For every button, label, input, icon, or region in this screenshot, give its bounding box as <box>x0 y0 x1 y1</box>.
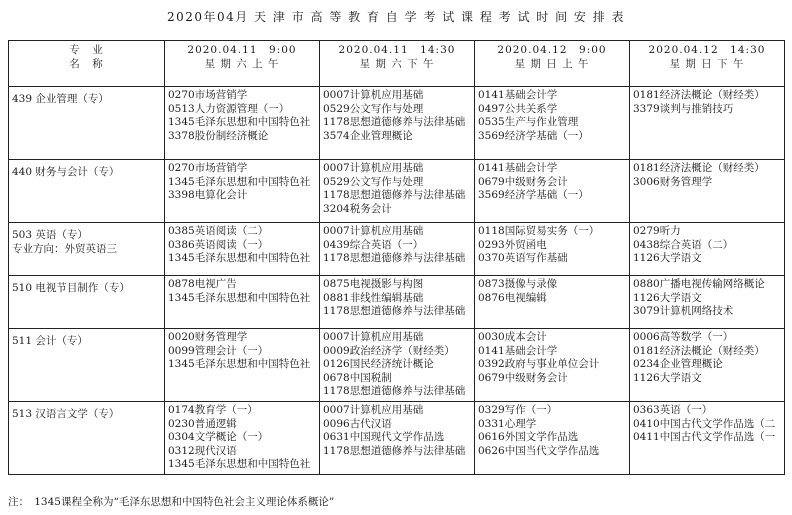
session-cell <box>165 87 320 160</box>
course-item: 0439综合英语（一） <box>323 238 424 251</box>
course-item: 0881非线性编辑基础 <box>323 291 424 304</box>
course-item: 0535生产与作业管理 <box>478 116 579 128</box>
course-item: 1178思想道德修养与法律基础 <box>323 385 466 397</box>
table-row <box>9 223 785 276</box>
table-row <box>9 276 785 329</box>
session-cell <box>630 160 785 223</box>
major-cell <box>9 276 165 329</box>
major-cell <box>9 160 165 223</box>
course-item: 0631中国现代文学作品选 <box>323 431 445 443</box>
course-item: 0181经济法概论（财经类） <box>633 162 765 174</box>
course-item: 3379谈判与推销技巧 <box>633 102 734 115</box>
session-cell <box>320 276 475 329</box>
course-item: 0411中国古代文学作品选（一 <box>633 431 776 443</box>
session-cell <box>165 276 320 329</box>
exam-schedule-table <box>8 40 785 475</box>
course-item: 0304文学概论（一） <box>168 431 269 443</box>
session-weekday: 星 期 六 下 午 <box>359 57 435 70</box>
course-item: 0181经济法概论（财经类） <box>633 89 765 101</box>
major-cell <box>9 402 165 475</box>
course-item: 3398电算化会计 <box>168 189 248 201</box>
course-item: 0386英语阅读（一） <box>168 238 269 251</box>
major-name: 513 汉语言文学（专） <box>12 408 120 420</box>
course-item: 0007计算机应用基础 <box>323 162 424 174</box>
course-item: 1345毛泽东思想和中国特色社 <box>168 252 311 264</box>
session-cell <box>630 402 785 475</box>
course-item: 0234企业管理概论 <box>633 358 723 370</box>
course-item: 3006财务管理学 <box>633 175 713 188</box>
course-item: 0370英语写作基础 <box>478 252 568 264</box>
course-item: 0006高等数学（一） <box>633 331 734 343</box>
course-item: 0880广播电视传输网络概论 <box>633 278 765 290</box>
course-item: 0118国际贸易实务（一） <box>478 225 600 237</box>
course-item: 0007计算机应用基础 <box>323 89 424 101</box>
session-cell <box>630 87 785 160</box>
footnote: 注： 1345课程全称为“毛泽东思想和中国特色社会主义理论体系概论” <box>8 496 335 508</box>
major-name: 专业方向：外贸英语三 <box>12 242 117 255</box>
course-item: 1345毛泽东思想和中国特色社 <box>168 175 311 188</box>
course-item: 1126大学语文 <box>633 252 702 264</box>
session-cell <box>165 160 320 223</box>
session-header-4 <box>630 41 785 87</box>
course-item: 0438综合英语（二） <box>633 238 734 251</box>
course-item: 0141基础会计学 <box>478 162 558 174</box>
course-item: 0410中国古代文学作品选（二 <box>633 417 776 430</box>
course-item: 0270市场营销学 <box>168 162 248 174</box>
course-item: 1178思想道德修养与法律基础 <box>323 444 466 457</box>
course-item: 1126大学语文 <box>633 371 702 384</box>
course-item: 0099管理会计（一） <box>168 344 269 357</box>
course-item: 0876电视编辑 <box>478 291 547 304</box>
course-item: 1178思想道德修养与法律基础 <box>323 252 466 264</box>
session-weekday: 星 期 日 上 午 <box>514 57 590 70</box>
session-cell <box>475 87 630 160</box>
course-item: 1178思想道德修养与法律基础 <box>323 116 466 128</box>
session-cell <box>475 276 630 329</box>
session-cell <box>475 329 630 402</box>
table-header-row <box>9 41 785 87</box>
course-item: 1345毛泽东思想和中国特色社 <box>168 358 311 370</box>
session-header-2 <box>320 41 475 87</box>
course-item: 0875电视摄影与构图 <box>323 278 424 290</box>
table-row <box>9 329 785 402</box>
course-item: 0279听力 <box>633 225 681 237</box>
session-header-1 <box>165 41 320 87</box>
session-date: 2020.04.11 14:30 <box>338 44 456 56</box>
course-item: 0007计算机应用基础 <box>323 331 424 343</box>
session-cell <box>630 329 785 402</box>
session-cell <box>320 223 475 276</box>
major-header-line1: 专 业 <box>69 44 104 56</box>
session-date: 2020.04.12 14:30 <box>648 44 766 56</box>
course-item: 0020财务管理学 <box>168 331 248 343</box>
course-item: 0392政府与事业单位会计 <box>478 358 600 370</box>
course-item: 0626中国当代文学作品选 <box>478 444 600 457</box>
course-item: 0363英语（一） <box>633 404 713 416</box>
course-item: 1345毛泽东思想和中国特色社 <box>168 458 311 470</box>
major-cell <box>9 329 165 402</box>
course-item: 3574企业管理概论 <box>323 129 413 142</box>
major-name: 511 会计（专） <box>12 335 88 347</box>
course-item: 0678中国税制 <box>323 371 392 384</box>
major-name: 439 企业管理（专） <box>12 93 109 105</box>
course-item: 0312现代汉语 <box>168 444 237 457</box>
course-item: 0030成本会计 <box>478 331 547 343</box>
course-item: 0329写作（一） <box>478 404 558 416</box>
major-name: 510 电视节目制作（专） <box>12 282 130 294</box>
course-item: 0529公文写作与处理 <box>323 175 424 188</box>
course-item: 0126国民经济统计概论 <box>323 358 434 370</box>
course-item: 0497公共关系学 <box>478 102 558 115</box>
course-item: 0141基础会计学 <box>478 89 558 101</box>
table-row <box>9 402 785 475</box>
course-item: 1178思想道德修养与法律基础 <box>323 189 466 201</box>
course-item: 0096古代汉语 <box>323 417 392 430</box>
session-cell <box>630 276 785 329</box>
course-item: 0009政治经济学（财经类） <box>323 344 455 357</box>
course-item: 0331心理学 <box>478 417 537 430</box>
course-item: 0679中级财务会计 <box>478 371 568 384</box>
course-item: 1126大学语文 <box>633 291 702 304</box>
course-item: 0230普通逻辑 <box>168 417 237 430</box>
session-cell <box>320 87 475 160</box>
session-cell <box>165 223 320 276</box>
session-weekday: 星 期 六 上 午 <box>204 57 280 70</box>
major-cell <box>9 223 165 276</box>
course-item: 0007计算机应用基础 <box>323 225 424 237</box>
session-cell <box>475 402 630 475</box>
session-cell <box>165 402 320 475</box>
course-item: 3378股份制经济概论 <box>168 129 269 142</box>
course-item: 1345毛泽东思想和中国特色社 <box>168 116 311 128</box>
course-item: 0616外国文学作品选 <box>478 431 579 443</box>
course-item: 0513人力资源管理（一） <box>168 102 290 115</box>
session-cell <box>630 223 785 276</box>
course-item: 3569经济学基础（一） <box>478 189 589 201</box>
page-title: 2020年04月 天 津 市 高 等 教 育 自 学 考 试 课 程 考 试 时 间 安 排 表 <box>166 10 626 24</box>
course-item: 0181经济法概论（财经类） <box>633 344 765 357</box>
major-cell <box>9 87 165 160</box>
session-date: 2020.04.11 9:00 <box>187 44 297 56</box>
course-item: 0679中级财务会计 <box>478 175 568 188</box>
course-item: 0174教育学（一） <box>168 404 258 416</box>
major-name: 440 财务与会计（专） <box>12 166 120 178</box>
course-item: 3079计算机网络技术 <box>633 305 734 317</box>
course-item: 1178思想道德修养与法律基础 <box>323 305 466 317</box>
major-name: 503 英语（专） <box>12 229 88 241</box>
course-item: 0878电视广告 <box>168 278 237 290</box>
session-cell <box>165 329 320 402</box>
course-item: 0293外贸函电 <box>478 238 547 251</box>
course-item: 0141基础会计学 <box>478 344 558 357</box>
session-weekday: 星 期 日 下 午 <box>669 57 745 70</box>
course-item: 3204税务会计 <box>323 202 392 215</box>
course-item: 1345毛泽东思想和中国特色社 <box>168 291 311 304</box>
course-item: 0873摄像与录像 <box>478 278 558 290</box>
session-cell <box>320 402 475 475</box>
session-cell <box>475 160 630 223</box>
session-cell <box>320 160 475 223</box>
table-row <box>9 87 785 160</box>
session-cell <box>475 223 630 276</box>
course-item: 0529公文写作与处理 <box>323 102 424 115</box>
course-item: 3569经济学基础（一） <box>478 129 589 142</box>
course-item: 0270市场营销学 <box>168 89 248 101</box>
course-item: 0007计算机应用基础 <box>323 404 424 416</box>
course-item: 0385英语阅读（二） <box>168 225 269 237</box>
major-header-line2: 名 称 <box>69 57 104 70</box>
table-row <box>9 160 785 223</box>
major-header <box>9 41 165 87</box>
session-date: 2020.04.12 9:00 <box>497 44 607 56</box>
session-cell <box>320 329 475 402</box>
session-header-3 <box>475 41 630 87</box>
